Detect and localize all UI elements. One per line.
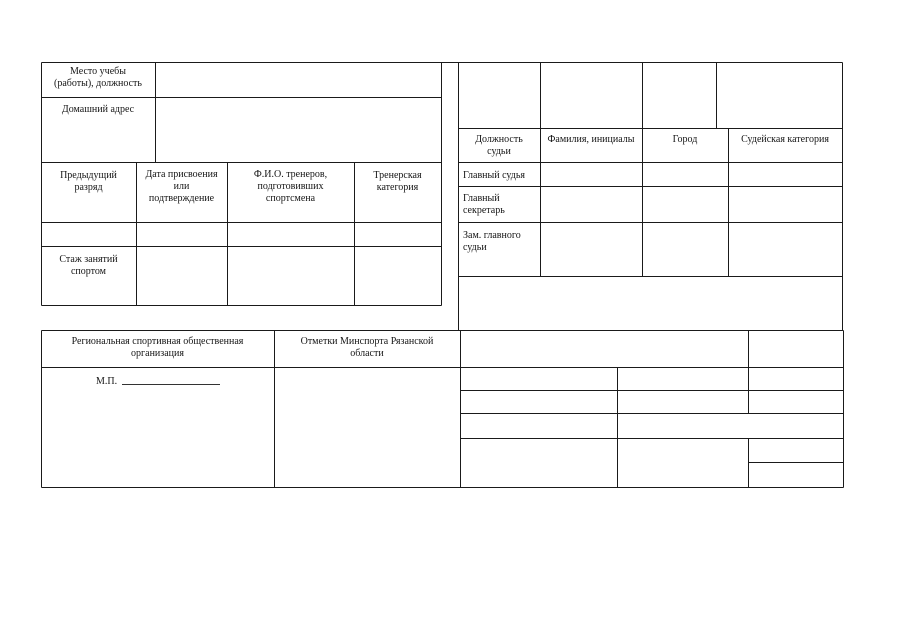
deputy-chief-judge-label: Зам. главного судьи <box>463 230 521 253</box>
sport-experience-label: Стаж занятий спортом <box>59 254 118 277</box>
judge-category-header: Судейская категория <box>741 134 829 145</box>
home-address-field <box>156 98 441 162</box>
date-assigned-header: Дата присвоения или подтверждение <box>145 169 218 204</box>
judge-name-header: Фамилия, инициалы <box>547 134 635 145</box>
coach-category-field <box>355 223 441 246</box>
chief-secretary-category-field <box>729 187 842 222</box>
place-of-study-label: Место учебы (работы), должность <box>54 66 142 89</box>
home-address-label: Домашний адрес <box>61 104 135 115</box>
ministry-marks-header: Отметки Минспорта Рязанской области <box>300 336 434 359</box>
deputy-chief-judge-name-field <box>541 223 642 276</box>
stamp-label: М.П. <box>96 376 118 387</box>
previous-rank-header: Предыдущий разряд <box>60 170 117 193</box>
chief-judge-label: Главный судья <box>463 170 526 181</box>
chief-judge-name-field <box>541 163 642 186</box>
date-assigned-field <box>137 223 227 246</box>
ministry-marks-area <box>275 368 460 487</box>
regional-org-header: Региональная спортивная общественная организация <box>71 336 244 359</box>
deputy-chief-judge-category-field <box>729 223 842 276</box>
previous-rank-field <box>42 223 136 246</box>
judge-position-header: Должность судьи <box>475 134 523 157</box>
chief-judge-city-field <box>643 163 728 186</box>
place-of-study-field <box>156 63 441 97</box>
sport-experience-field <box>137 247 227 305</box>
deputy-chief-judge-city-field <box>643 223 728 276</box>
chief-secretary-city-field <box>643 187 728 222</box>
judge-city-header: Город <box>672 134 698 145</box>
chief-secretary-name-field <box>541 187 642 222</box>
stamp-signature-line <box>122 384 220 385</box>
coach-category-header: Тренерская категория <box>373 170 422 193</box>
chief-secretary-label: Главный секретарь <box>463 193 505 216</box>
chief-judge-category-field <box>729 163 842 186</box>
coaches-field <box>228 223 354 246</box>
regional-org-stamp-area <box>42 368 274 487</box>
coaches-header: Ф.И.О. тренеров, подготовивших спортсмена <box>253 169 328 204</box>
